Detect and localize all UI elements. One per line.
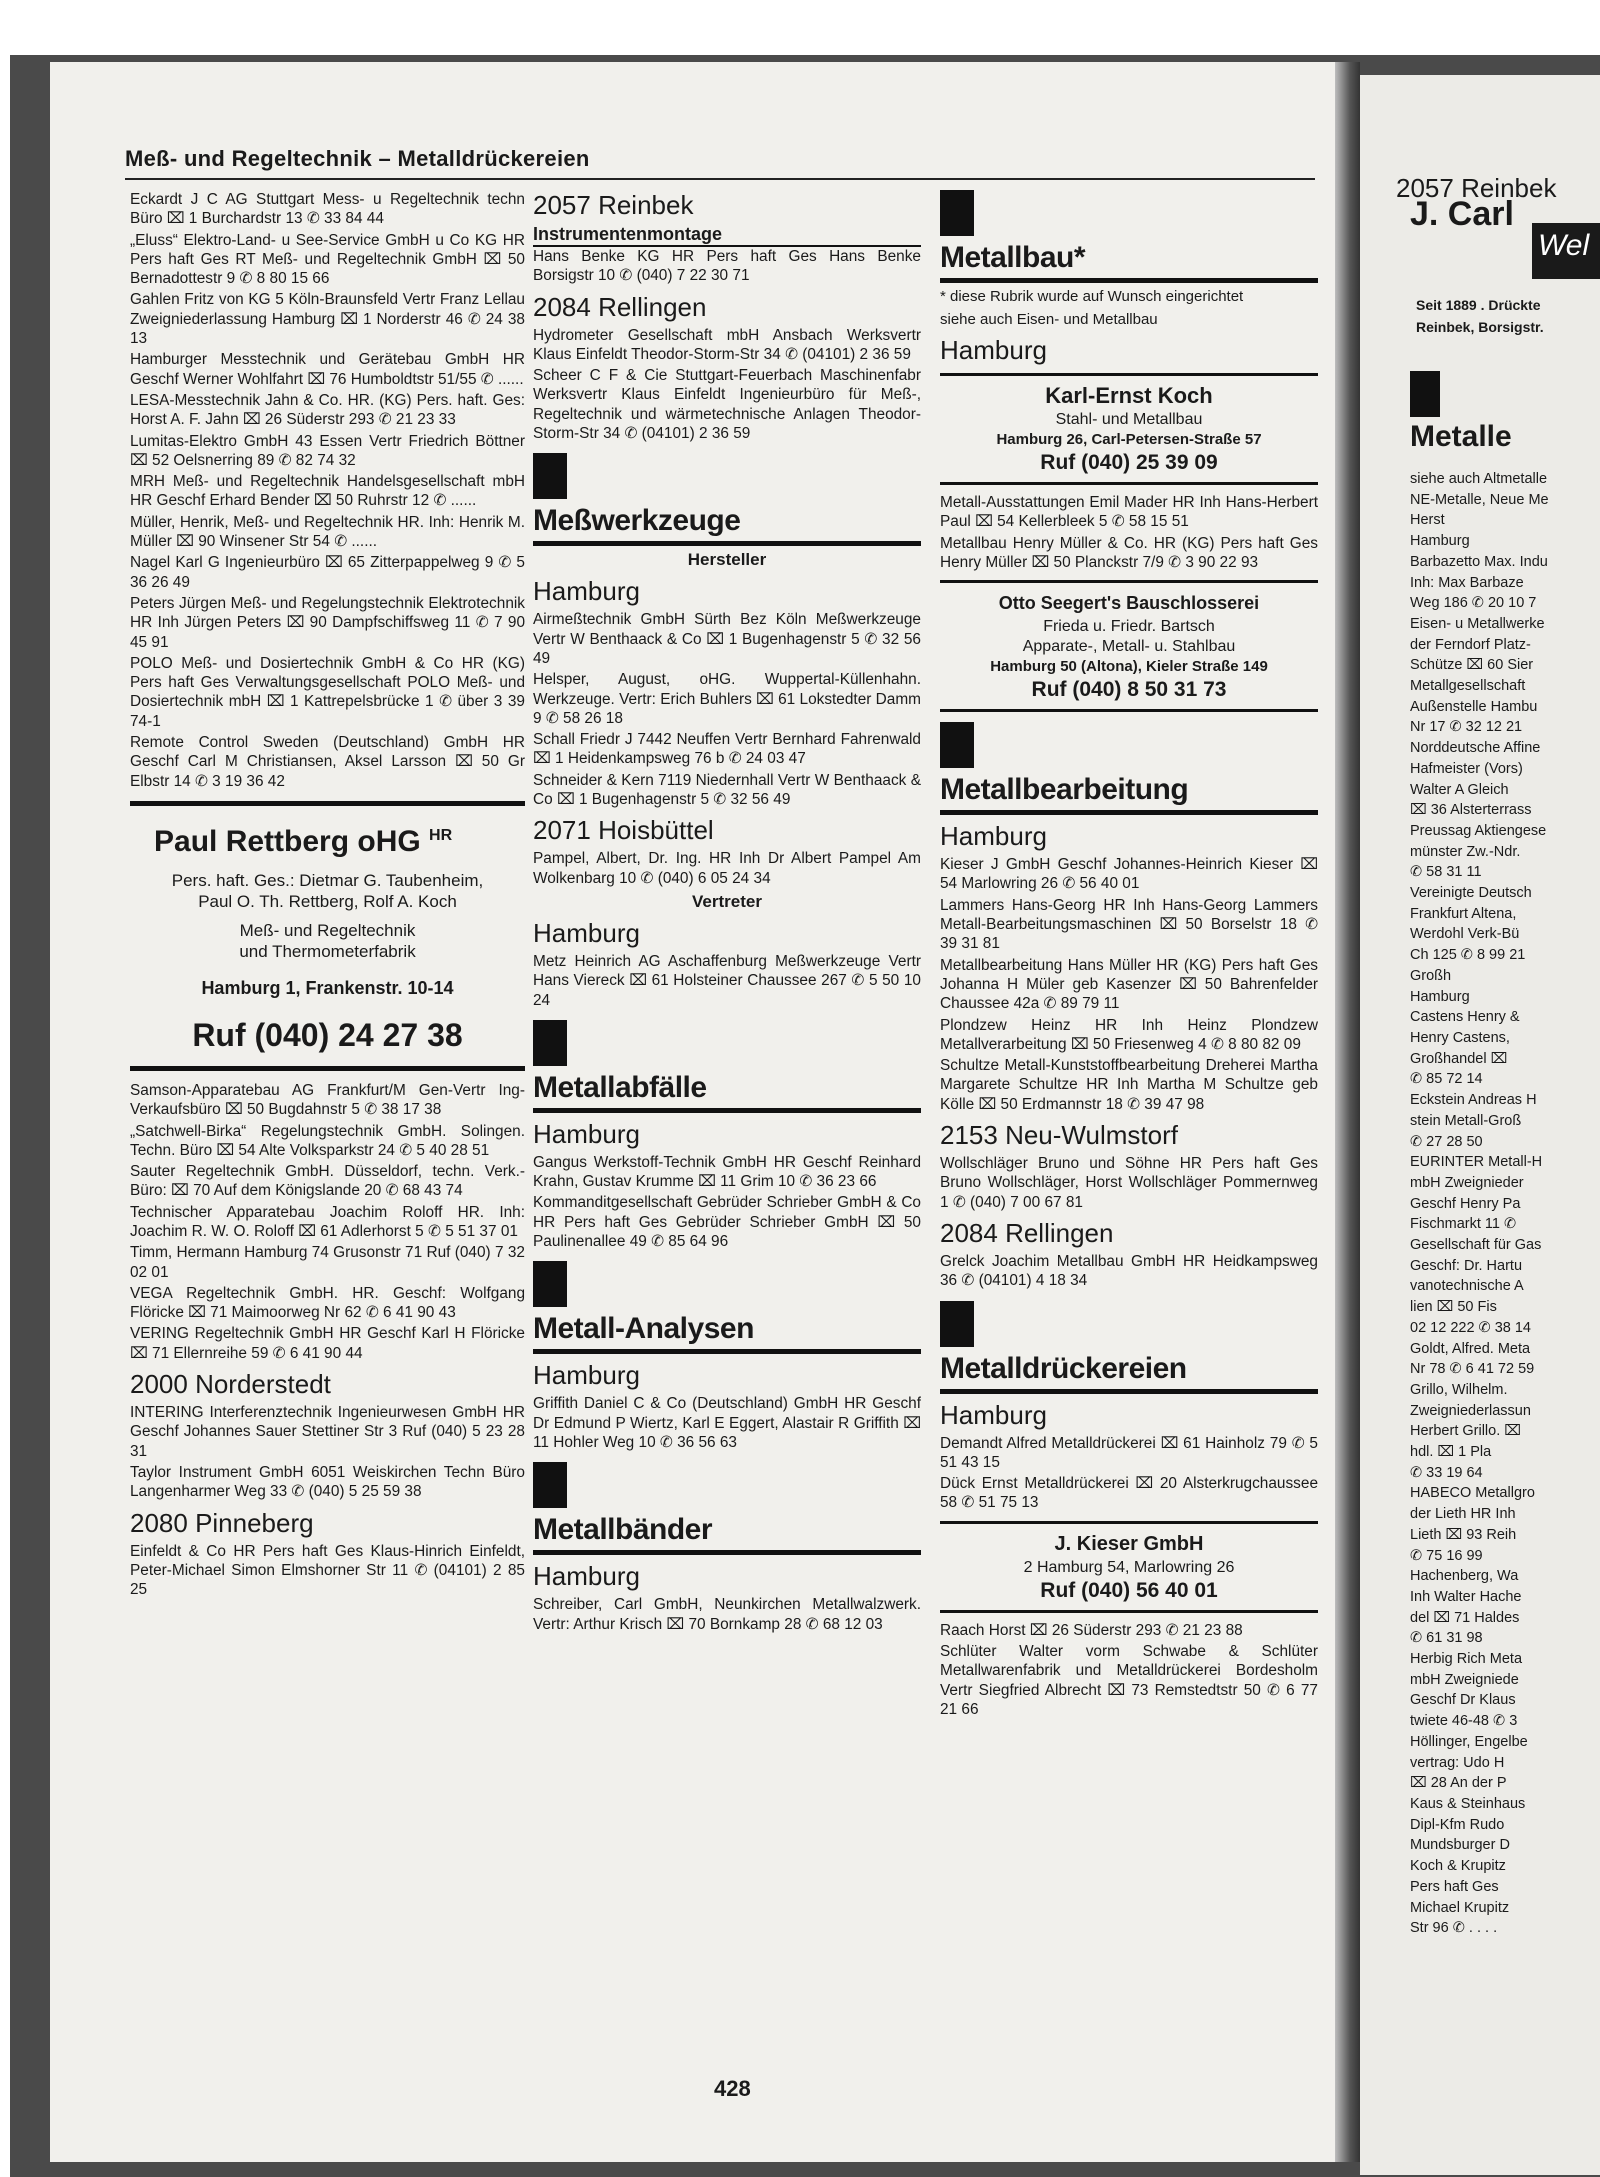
listing-entry: Schlüter Walter vorm Schwabe & Schlüter Metallwarenfabrik und Metalldrückerei Bordesholm Vertr Siegfried Albrecht ⌧ 73 Remstedtstr 50 ✆ 6 77 21 66 — [940, 1643, 1318, 1718]
section-marker — [940, 1301, 974, 1347]
listing-entry: Müller, Henrik, Meß- und Regeltechnik HR. Inh: Henrik M. Müller ⌧ 90 Winsener Str 54 ✆ ...... — [130, 513, 525, 551]
header-rule — [125, 178, 1315, 180]
listing-entry: Helsper, August, oHG. Wuppertal-Küllenhahn. Werkzeuge. Vertr: Erich Buhlers ⌧ 61 Lokstedter Damm 9 ✆ 58 26 18 — [533, 671, 921, 727]
right-page-line: Hafmeister (Vors) — [1410, 760, 1523, 777]
city-heading-hamburg: Hamburg — [533, 1360, 640, 1391]
right-page-line: del ⌧ 71 Haldes — [1410, 1609, 1520, 1626]
listing-entry: Taylor Instrument GmbH 6051 Weiskirchen Techn Büro Langenharmer Weg 33 ✆ (040) 5 25 59 38 — [130, 1463, 525, 1501]
right-page-line: ✆ 75 16 99 — [1410, 1547, 1483, 1564]
page-number: 428 — [714, 2076, 751, 2101]
ad-name: Paul Rettberg oHG — [154, 824, 421, 858]
listing-entry: Einfeldt & Co HR Pers haft Ges Klaus-Hinrich Einfeldt, Peter-Michael Simon Elmshorner Str 11 ✆ (04101) 2 85 25 — [130, 1542, 525, 1599]
listing-entry: Metallbearbeitung Hans Müller HR (KG) Pers haft Ges Johanna H Müler geb Kasenzer ⌧ 50 Bahrenfelder Chaussee 42a ✆ 89 79 11 — [940, 956, 1318, 1013]
listing-entry: Hamburger Messtechnik und Gerätebau GmbH HR Geschf Werner Wohlfahrt ⌧ 76 Humboldtstr 51/55 ✆ ...... — [130, 351, 525, 388]
ad-line-3: Meß- und Regeltechnik — [239, 920, 416, 940]
listing-entry: VERING Regeltechnik GmbH HR Geschf Karl H Flöricke ⌧ 71 Ellernreihe 59 ✆ 6 41 90 44 — [130, 1325, 525, 1362]
ad-line-2: Reinbek, Borsigstr. — [1416, 319, 1544, 335]
right-page-line: Michael Krupitz — [1410, 1899, 1510, 1916]
city-heading-norderstedt: 2000 Norderstedt — [130, 1369, 331, 1400]
ad-j-carl: J. Carl — [1410, 195, 1514, 233]
right-page-line: vertrag: Udo H — [1410, 1754, 1505, 1771]
right-page-line: ⌧ 28 An der P — [1410, 1775, 1507, 1792]
right-page-line: Vereinigte Deutsch — [1410, 885, 1532, 902]
right-page-line: ✆ 61 31 98 — [1410, 1630, 1483, 1647]
section-marker — [1410, 371, 1440, 417]
right-page-line: stein Metall-Groß — [1410, 1112, 1522, 1129]
section-title-metallbaender: Metallbänder — [533, 1512, 921, 1555]
listing-entry: Wollschläger Bruno und Söhne HR Pers haft Ges Bruno Wollschläger, Horst Wollschläger Pommernweg 1 ✆ (040) 7 00 67 81 — [940, 1155, 1318, 1211]
ad-subtitle: Stahl- und Metallbau — [1055, 411, 1203, 428]
ad-otto-seegert — [940, 580, 1318, 712]
subheading-vertreter: Vertreter — [692, 891, 762, 911]
section-title-messwerkzeuge: Meßwerkzeuge — [533, 503, 921, 546]
note-rubrik: * diese Rubrik wurde auf Wunsch eingerichtet — [940, 288, 1244, 305]
city-heading-hamburg: Hamburg — [533, 1561, 640, 1592]
right-page-city: 2057 Reinbek — [1396, 173, 1557, 203]
right-page-line: Pers haft Ges — [1410, 1878, 1499, 1895]
listing-entry: Lammers Hans-Georg HR Inh Hans-Georg Lammers Metall-Bearbeitungsmaschinen ⌧ 50 Borselstr 18 ✆ 39 31 81 — [940, 896, 1318, 953]
right-page-line: Eisen- u Metallwerke — [1410, 615, 1545, 632]
right-page-line: ✆ 27 28 50 — [1410, 1133, 1483, 1150]
right-page-line: Frankfurt Altena, — [1410, 905, 1517, 922]
right-page-line: Herbert Grillo. ⌧ — [1410, 1423, 1521, 1440]
right-page-line: mbH Zweigniede — [1410, 1671, 1519, 1688]
right-page-line: Gesellschaft für Gas — [1410, 1237, 1542, 1254]
right-page-line: ✆ 85 72 14 — [1410, 1071, 1483, 1088]
listing-entry: Kommanditgesellschaft Gebrüder Schrieber GmbH & Co HR Pers haft Ges Gebrüder Schrieber GmbH ⌧ 50 Paulinenallee 49 ✆ 85 64 96 — [533, 1194, 921, 1251]
ad-phone: Ruf (040) 56 40 01 — [1040, 1578, 1218, 1602]
section-marker — [533, 1261, 567, 1307]
right-page-line: hdl. ⌧ 1 Pla — [1410, 1444, 1492, 1461]
listing-entry: Gahlen Fritz von KG 5 Köln-Braunsfeld Vertr Franz Lellau Zweigniederlassung Hamburg ⌧ 1 Norderstr 46 ✆ 24 38 13 — [130, 291, 525, 348]
listing-entry: „Eluss“ Elektro-Land- u See-Service GmbH u Co KG HR Pers haft Ges RT Meß- und Regeltechnik GmbH ⌧ 50 Bernadottestr 9 ✆ 8 80 15 66 — [130, 231, 525, 288]
listing-entry: Schultze Metall-Kunststoffbearbeitung Dreherei Martha Margarete Schultze HR Inh Martha M Schultze geb Kölle ⌧ 50 Erdmannstr 18 ✆ 39 47 98 — [940, 1057, 1318, 1113]
right-page-line: ✆ 58 31 11 — [1410, 864, 1482, 881]
listing-entry: Samson-Apparatebau AG Frankfurt/M Gen-Vertr Ing-Verkaufsbüro ⌧ 50 Bugdahnstr 5 ✆ 38 17 38 — [130, 1081, 525, 1119]
column-1 — [130, 190, 525, 1601]
right-page-line: HABECO Metallgro — [1410, 1485, 1535, 1502]
column-2 — [533, 190, 921, 1636]
listing-entry: Peters Jürgen Meß- und Regelungstechnik Elektrotechnik HR Inh Jürgen Peters ⌧ 90 Dampfschiffsweg 11 ✆ 7 90 45 91 — [130, 594, 525, 651]
city-heading-hamburg: Hamburg — [533, 1118, 640, 1149]
listing-entry: LESA-Messtechnik Jahn & Co. HR. (KG) Pers. haft. Ges: Horst A. F. Jahn ⌧ 26 Süderstr 293 ✆ 21 23 33 — [130, 391, 525, 429]
listing-entry: Schneider & Kern 7119 Niedernhall Vertr W Benthaack & Co ⌧ 1 Bugenhagenstr 5 ✆ 32 56 49 — [533, 771, 921, 809]
entries-metallbau — [940, 493, 1318, 572]
section-marker — [533, 1020, 567, 1066]
right-page-line: Außenstelle Hambu — [1410, 698, 1538, 715]
city-heading-rellingen: 2084 Rellingen — [533, 291, 707, 322]
section-title-metallbearbeitung: Metallbearbeitung — [940, 772, 1318, 815]
right-page-line: Hachenberg, Wa — [1410, 1568, 1519, 1585]
right-page-entries — [1410, 470, 1600, 1940]
city-heading-hamburg: Hamburg — [940, 821, 1047, 852]
listing-entry: Plondzew Heinz HR Inh Heinz Plondzew Metallverarbeitung ⌧ 50 Friesenweg 4 ✆ 8 80 82 09 — [940, 1016, 1318, 1053]
entries-mess-regeltechnik-2 — [130, 1081, 525, 1363]
listing-entry: Technischer Apparatebau Joachim Roloff HR. Inh: Joachim R. W. O. Roloff ⌧ 61 Adlerhorst 5 ✆ 5 51 37 01 — [130, 1203, 525, 1240]
right-page-line: 02 12 222 ✆ 38 14 — [1410, 1319, 1531, 1336]
ad-line-2: Paul O. Th. Rettberg, Rolf A. Koch — [198, 891, 457, 911]
right-page-line: Herst — [1410, 512, 1445, 529]
entries-norderstedt — [130, 1403, 525, 1501]
listing-entry: MRH Meß- und Regeltechnik Handelsgesellschaft mbH HR Geschf Erhard Bender ⌧ 50 Ruhrstr 12 ✆ ...... — [130, 473, 525, 510]
city-heading-reinbek: 2057 Reinbek — [533, 190, 694, 220]
right-page-line: Herbig Rich Meta — [1410, 1651, 1523, 1668]
entries-mess-regeltechnik — [130, 190, 525, 791]
right-page-line: Nr 78 ✆ 6 41 72 59 — [1410, 1361, 1535, 1378]
right-page-line: Barbazetto Max. Indu — [1410, 553, 1548, 570]
listing-entry: Kieser J GmbH Geschf Johannes-Heinrich Kieser ⌧ 54 Marlowring 26 ✆ 56 40 01 — [940, 856, 1318, 893]
listing-entry: Demandt Alfred Metalldrückerei ⌧ 61 Hainholz 79 ✆ 5 51 43 15 — [940, 1434, 1318, 1471]
right-page-line: Metallgesellschaft — [1410, 678, 1526, 695]
right-page-line: Großh — [1410, 967, 1452, 984]
right-page-line: ⌧ 36 Alsterterrass — [1410, 802, 1532, 819]
note-siehe-auch: siehe auch Eisen- und Metallbau — [940, 311, 1158, 328]
column-3 — [940, 190, 1318, 1721]
right-page-line: Grillo, Wilhelm. — [1410, 1381, 1508, 1398]
right-page-line: siehe auch Altmetalle — [1410, 471, 1548, 487]
right-page-line: ✆ 33 19 64 — [1410, 1464, 1483, 1481]
right-page-line: Eckstein Andreas H — [1410, 1092, 1537, 1109]
right-page-line: Kaus & Steinhaus — [1410, 1796, 1526, 1812]
ad-line-2: Apparate-, Metall- u. Stahlbau — [1022, 638, 1236, 656]
brand-logo: Wel — [1532, 223, 1600, 279]
listing-entry: Raach Horst ⌧ 26 Süderstr 293 ✆ 21 23 88 — [940, 1621, 1243, 1639]
book-gutter — [1335, 62, 1360, 2162]
listing-entry: Schall Friedr J 7442 Neuffen Vertr Bernhard Fahrenwald ⌧ 1 Heidenkampsweg 76 b ✆ 24 03 47 — [533, 731, 921, 768]
right-page-line: Henry Castens, — [1410, 1029, 1510, 1046]
ad-address: Hamburg 50 (Altona), Kieler Straße 149 — [990, 658, 1268, 676]
right-page-line: Zweigniederlassun — [1410, 1402, 1531, 1419]
city-heading-pinneberg: 2080 Pinneberg — [130, 1507, 314, 1538]
right-page-line: Inh: Max Barbaze — [1410, 574, 1524, 591]
entries-metallabfaelle — [533, 1153, 921, 1251]
city-heading-hamburg: Hamburg — [940, 1399, 1047, 1430]
ad-sup: HR — [429, 826, 453, 844]
right-page-line: Geschf Henry Pa — [1410, 1195, 1521, 1212]
section-title-metall-analysen: Metall-Analysen — [533, 1311, 921, 1354]
city-heading-hoisbuettel: 2071 Hoisbüttel — [533, 815, 714, 846]
listing-entry: VEGA Regeltechnik GmbH. HR. Geschf: Wolfgang Flöricke ⌧ 71 Maimoorweg Nr 62 ✆ 6 41 90 43 — [130, 1284, 525, 1322]
right-page-line: münster Zw.-Ndr. — [1410, 843, 1521, 860]
right-page-line: Weg 186 ✆ 20 10 7 — [1410, 595, 1537, 612]
entries-messwerkzeuge — [533, 610, 921, 809]
listing-entry: Hans Benke KG HR Pers haft Ges Hans Benke Borsigstr 10 ✆ (040) 7 22 30 71 — [533, 248, 921, 285]
city-heading-rellingen: 2084 Rellingen — [940, 1217, 1114, 1248]
listing-entry: Dück Ernst Metalldrückerei ⌧ 20 Alsterkrugchaussee 58 ✆ 51 75 13 — [940, 1475, 1318, 1512]
listing-entry: Pampel, Albert, Dr. Ing. HR Inh Dr Albert Pampel Am Wolkenbarg 10 ✆ (040) 6 05 24 34 — [533, 850, 921, 887]
listing-entry: Metallbau Henry Müller & Co. HR (KG) Pers haft Ges Henry Müller ⌧ 50 Planckstr 7/9 ✆ 3 90 22 93 — [940, 534, 1318, 571]
right-page-line: Ch 125 ✆ 8 99 21 — [1410, 947, 1526, 964]
ad-line-1: Frieda u. Friedr. Bartsch — [1043, 618, 1215, 636]
right-page-line: Schütze ⌧ 60 Sier — [1410, 657, 1534, 674]
ad-address: 2 Hamburg 54, Marlowring 26 — [1023, 1558, 1235, 1576]
city-heading-hamburg: Hamburg — [533, 917, 640, 948]
entries-metalldrueckereien — [940, 1434, 1318, 1513]
right-page-line: Dipl-Kfm Rudo — [1410, 1816, 1505, 1833]
section-marker — [940, 190, 974, 236]
ad-name: Otto Seegert's Bauschlosserei — [998, 593, 1260, 614]
right-page-line: EURINTER Metall-H — [1410, 1154, 1543, 1171]
right-page — [1360, 75, 1600, 2175]
right-page-line: vanotechnische A — [1410, 1278, 1524, 1295]
ad-line-4: und Thermometerfabrik — [239, 941, 416, 961]
ad-line-1: Seit 1889 . Drückte — [1416, 297, 1541, 313]
right-page-line: Lieth ⌧ 93 Reih — [1410, 1526, 1517, 1543]
ad-phone: Ruf (040) 25 39 09 — [1040, 451, 1218, 474]
right-page-line: mbH Zweignieder — [1410, 1174, 1524, 1191]
right-page-line: Geschf: Dr. Hartu — [1410, 1257, 1523, 1274]
section-marker — [533, 1462, 567, 1508]
section-title-metallbau: Metallbau* — [940, 240, 1318, 283]
entries-rellingen — [533, 326, 921, 444]
section-title-metallabfaelle: Metallabfälle — [533, 1070, 921, 1113]
right-page-line: lien ⌧ 50 Fis — [1410, 1299, 1497, 1316]
ad-paul-rettberg — [130, 801, 525, 1071]
city-heading-hamburg: Hamburg — [940, 335, 1047, 365]
listing-entry: Scheer C F & Cie Stuttgart-Feuerbach Maschinenfabr Werksvertr Klaus Einfeldt Ingenieurbüro für Meß-, Regeltechnik und wärmetechnische Anlagen Theodor-Storm-Str 34 ✆ (04101) 2 36 59 — [533, 367, 921, 443]
city-heading-neu-wulmstorf: 2153 Neu-Wulmstorf — [940, 1120, 1178, 1151]
right-page-line: Koch & Krupitz — [1410, 1858, 1506, 1875]
entries-metalldrueckereien-2 — [940, 1621, 1318, 1719]
listing-entry: POLO Meß- und Dosiertechnik GmbH & Co HR (KG) Pers haft Ges Verwaltungsgesellschaft POLO Meß- und Dosiertechnik mbH ⌧ 1 Kattrepelsbrücke 1 ✆ über 3 39 74-1 — [130, 654, 525, 730]
listing-entry: INTERING Interferenztechnik Ingenieurwesen GmbH HR Geschf Johannes Sauer Stettiner Str 3 Ruf (040) 5 23 28 31 — [130, 1404, 525, 1460]
listing-entry: Sauter Regeltechnik GmbH. Düsseldorf, techn. Verk.-Büro: ⌧ 70 Auf dem Königslande 20 ✆ 68 43 74 — [130, 1163, 525, 1200]
right-page-line: Str 96 ✆ . . . . — [1410, 1920, 1498, 1937]
entries-metallbearbeitung — [940, 855, 1318, 1114]
city-heading-hamburg: Hamburg — [533, 576, 640, 607]
listing-entry: Nagel Karl G Ingenieurbüro ⌧ 65 Zitterpappelweg 9 ✆ 5 36 26 49 — [130, 554, 525, 591]
section-marker — [940, 722, 974, 768]
right-page-line: Höllinger, Engelbe — [1410, 1733, 1528, 1750]
listing-entry: Grelck Joachim Metallbau GmbH HR Heidkampsweg 36 ✆ (04101) 4 18 34 — [940, 1252, 1318, 1290]
listing-entry: Lumitas-Elektro GmbH 43 Essen Vertr Friedrich Böttner ⌧ 52 Oelsnerring 89 ✆ 82 74 32 — [130, 432, 525, 469]
right-page-line: Werdohl Verk-Bü — [1410, 926, 1520, 943]
right-page-line: Norddeutsche Affine — [1410, 740, 1541, 757]
ad-address: Hamburg 1, Frankenstr. 10-14 — [201, 977, 454, 998]
subheading-hersteller: Hersteller — [687, 550, 767, 570]
right-page-line: Goldt, Alfred. Meta — [1410, 1340, 1531, 1357]
section-marker — [533, 453, 567, 499]
ad-name: Karl-Ernst Koch — [1045, 383, 1213, 408]
right-page-line: Preussag Aktiengese — [1410, 822, 1547, 839]
listing-entry: Remote Control Sweden (Deutschland) GmbH HR Geschf Carl M Christiansen, Aksel Larsson ⌧ 50 Gr Elbstr 14 ✆ 3 19 36 42 — [130, 734, 525, 790]
ad-karl-ernst-koch — [940, 373, 1318, 485]
right-page-line: Mundsburger D — [1410, 1837, 1510, 1854]
section-title-metalle: Metalle — [1410, 420, 1512, 453]
right-page-line: Castens Henry & — [1410, 1009, 1520, 1026]
entries-pinneberg — [130, 1542, 525, 1600]
listing-entry: Metz Heinrich AG Aschaffenburg Meßwerkzeuge Vertr Hans Viereck ⌧ 61 Holsteiner Chaussee 267 ✆ 5 50 10 24 — [533, 952, 921, 1009]
listing-entry: Hydrometer Gesellschaft mbH Ansbach Werksvertr Klaus Einfeldt Theodor-Storm-Str 34 ✆ (04101) 2 36 59 — [533, 326, 921, 363]
ad-phone: Ruf (040) 8 50 31 73 — [1031, 678, 1227, 702]
right-page-line: Fischmarkt 11 ✆ — [1410, 1216, 1517, 1233]
listing-entry: Griffith Daniel C & Co (Deutschland) GmbH HR Geschf Dr Edmund P Wiertz, Karl E Eggert, Alastair R Griffith ⌧ 11 Hohler Weg 10 ✆ 36 56 63 — [533, 1395, 921, 1451]
right-page-line: der Ferndorf Platz- — [1410, 636, 1531, 653]
right-page-line: Inh Walter Hache — [1410, 1588, 1522, 1605]
section-title-metalldrueckereien: Metalldrückereien — [940, 1351, 1318, 1394]
listing-entry: „Satchwell-Birka“ Regelungstechnik GmbH. Solingen. Techn. Büro ⌧ 54 Alte Volksparkstr 24 ✆ 5 40 28 51 — [130, 1122, 525, 1159]
page-header: Meß- und Regeltechnik – Metalldrückereien — [125, 146, 590, 171]
right-page-line: der Lieth HR Inh — [1410, 1506, 1516, 1523]
ad-j-kieser — [940, 1521, 1318, 1613]
right-page-line: Großhandel ⌧ — [1410, 1050, 1508, 1067]
listing-entry: Gangus Werkstoff-Technik GmbH HR Geschf Reinhard Krahn, Gustav Krumme ⌧ 11 Grim 10 ✆ 36 23 66 — [533, 1153, 921, 1191]
right-page-line: Hamburg — [1410, 988, 1470, 1005]
ad-phone: Ruf (040) 24 27 38 — [192, 1016, 463, 1053]
listing-entry: Metall-Ausstattungen Emil Mader HR Inh Hans-Herbert Paul ⌧ 54 Kellerbleek 5 ✆ 58 15 51 — [940, 494, 1318, 531]
right-page-line: Nr 17 ✆ 32 12 21 — [1410, 719, 1523, 736]
listing-entry: Airmeßtechnik GmbH Sürth Bez Köln Meßwerkzeuge Vertr W Benthaack & Co ⌧ 1 Bugenhagenstr 5 ✆ 32 56 49 — [533, 611, 921, 667]
listing-entry: Schreiber, Carl GmbH, Neunkirchen Metallwalzwerk. Vertr: Arthur Krisch ⌧ 70 Bornkamp 28 ✆ 68 12 03 — [533, 1596, 921, 1633]
category-instrumentenmontage: Instrumentenmontage — [533, 224, 921, 247]
right-page-line: Hamburg — [1410, 533, 1470, 550]
listing-entry: Eckardt J C AG Stuttgart Mess- u Regeltechnik techn Büro ⌧ 1 Burchardstr 13 ✆ 33 84 44 — [130, 191, 525, 228]
right-page-line: Walter A Gleich — [1410, 781, 1509, 798]
ad-name: J. Kieser GmbH — [1054, 1532, 1204, 1555]
ad-line-1: Pers. haft. Ges.: Dietmar G. Taubenheim, — [171, 870, 484, 890]
right-page-line: twiete 46-48 ✆ 3 — [1410, 1713, 1518, 1730]
right-page-line: NE-Metalle, Neue Me — [1410, 491, 1549, 508]
right-page-line: Geschf Dr Klaus — [1410, 1692, 1516, 1709]
ad-address: Hamburg 26, Carl-Petersen-Straße 57 — [996, 431, 1262, 448]
listing-entry: Timm, Hermann Hamburg 74 Grusonstr 71 Ruf (040) 7 32 02 01 — [130, 1244, 525, 1281]
